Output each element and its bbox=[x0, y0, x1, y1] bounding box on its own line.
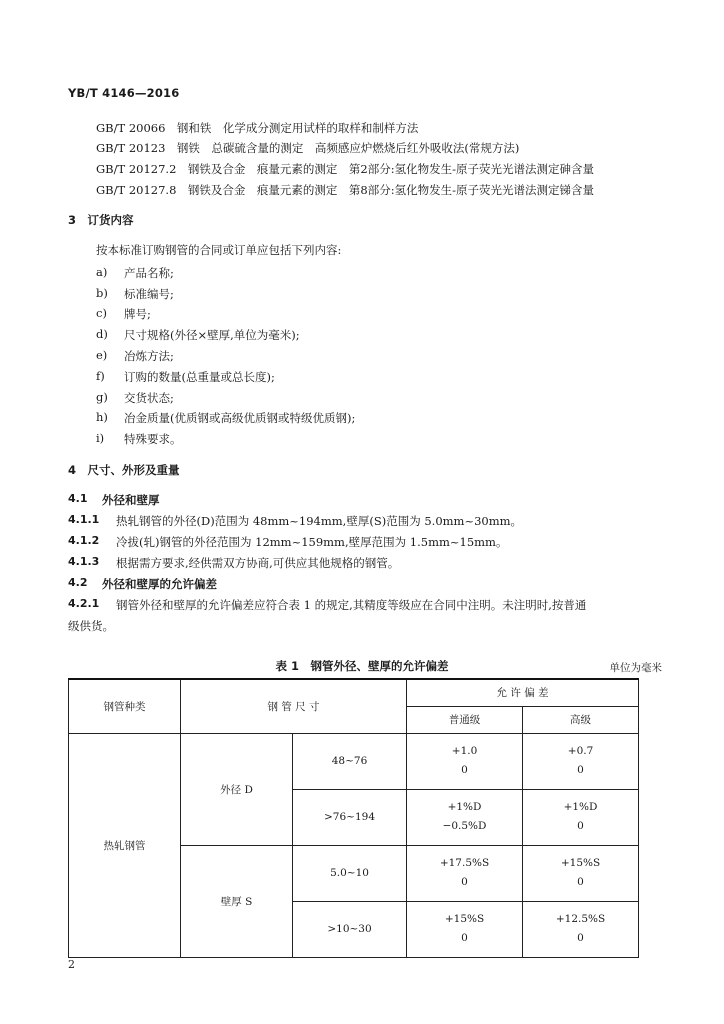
tolerance-normal bbox=[407, 733, 523, 789]
order-item-text: 订购的数量(总重量或总长度); bbox=[124, 370, 275, 384]
lower-deviation: 0 bbox=[461, 932, 468, 944]
clause-4-1-2-number: 4.1.2 bbox=[68, 534, 100, 547]
reference-standard-2: GB/T 20123 钢铁 总碳硫含量的测定 高频感应炉燃烧后红外吸收法(常规方法) bbox=[96, 141, 520, 155]
size-range: 48~76 bbox=[293, 733, 407, 789]
clause-4-2-number: 4.2 bbox=[68, 576, 88, 589]
upper-deviation: +1%D bbox=[563, 801, 598, 813]
lower-deviation: 0 bbox=[577, 820, 584, 832]
upper-deviation: +12.5%S bbox=[555, 913, 606, 925]
order-item-key: e) bbox=[96, 348, 108, 362]
upper-deviation: +1%D bbox=[447, 801, 482, 813]
tolerance-high bbox=[523, 789, 639, 845]
section-3-heading: 3 订货内容 bbox=[68, 213, 134, 227]
order-item-text: 标准编号; bbox=[124, 287, 174, 301]
header-high-grade: 高级 bbox=[523, 706, 639, 733]
reference-standard-4: GB/T 20127.8 钢铁及合金 痕量元素的测定 第8部分:氢化物发生-原子荧光光谱法测定锑含量 bbox=[96, 183, 594, 197]
clause-4-1-3-number: 4.1.3 bbox=[68, 555, 100, 568]
clause-4-2-1-number: 4.2.1 bbox=[68, 597, 100, 610]
standard-code-header: YB/T 4146—2016 bbox=[68, 86, 180, 100]
size-range: >10~30 bbox=[293, 901, 407, 957]
order-item-key: i) bbox=[96, 431, 105, 445]
order-item-text: 冶金质量(优质钢或高级优质钢或特级优质钢); bbox=[124, 411, 356, 425]
order-item-text: 特殊要求。 bbox=[124, 432, 182, 446]
lower-deviation: 0 bbox=[461, 764, 468, 776]
reference-standard-1: GB/T 20066 钢和铁 化学成分测定用试样的取样和制样方法 bbox=[96, 121, 419, 135]
clause-4-1-2-text: 冷拔(轧)钢管的外径范围为 12mm~159mm,壁厚范围为 1.5mm~15mm。 bbox=[116, 535, 508, 549]
tolerance-normal bbox=[407, 901, 523, 957]
order-item-key: b) bbox=[96, 286, 108, 300]
order-item-key: d) bbox=[96, 327, 108, 341]
size-range: >76~194 bbox=[293, 789, 407, 845]
table-1-unit-note: 单位为毫米 bbox=[609, 662, 662, 674]
order-item-key: g) bbox=[96, 390, 108, 404]
reference-standard-3: GB/T 20127.2 钢铁及合金 痕量元素的测定 第2部分:氢化物发生-原子荧光光谱法测定砷含量 bbox=[96, 162, 594, 176]
tube-type-hot-rolled: 热轧钢管 bbox=[69, 733, 181, 957]
order-item-text: 交货状态; bbox=[124, 391, 174, 405]
order-item-text: 牌号; bbox=[124, 307, 151, 321]
tolerance-normal bbox=[407, 789, 523, 845]
upper-deviation: +15%S bbox=[444, 913, 485, 925]
header-tolerance: 允 许 偏 差 bbox=[407, 679, 639, 706]
header-tube-type: 钢管种类 bbox=[69, 679, 181, 733]
tolerance-table bbox=[68, 678, 639, 958]
order-item-text: 产品名称; bbox=[124, 266, 174, 280]
upper-deviation: +1.0 bbox=[451, 745, 478, 757]
order-item-key: a) bbox=[96, 265, 108, 279]
table-1-caption: 表 1 钢管外径、壁厚的允许偏差 bbox=[275, 659, 449, 673]
header-normal-grade: 普通级 bbox=[407, 706, 523, 733]
upper-deviation: +15%S bbox=[560, 857, 601, 869]
clause-4-1-title: 外径和壁厚 bbox=[102, 493, 160, 507]
clause-4-1-number: 4.1 bbox=[68, 492, 88, 505]
order-item-text: 冶炼方法; bbox=[124, 349, 174, 363]
clause-4-1-1-number: 4.1.1 bbox=[68, 513, 100, 526]
order-item-text: 尺寸规格(外径×壁厚,单位为毫米); bbox=[124, 328, 300, 342]
clause-4-2-1-text-continued: 级供货。 bbox=[68, 619, 114, 633]
order-item-key: f) bbox=[96, 369, 105, 383]
lower-deviation: −0.5%D bbox=[442, 820, 487, 832]
tolerance-high bbox=[523, 733, 639, 789]
order-item-key: h) bbox=[96, 410, 108, 424]
lower-deviation: 0 bbox=[577, 876, 584, 888]
page-number: 2 bbox=[68, 958, 75, 971]
size-range: 5.0~10 bbox=[293, 845, 407, 901]
tolerance-high bbox=[523, 901, 639, 957]
order-item-key: c) bbox=[96, 306, 107, 320]
lower-deviation: 0 bbox=[577, 932, 584, 944]
upper-deviation: +17.5%S bbox=[439, 857, 490, 869]
clause-4-1-1-text: 热轧钢管的外径(D)范围为 48mm~194mm,壁厚(S)范围为 5.0mm~30mm。 bbox=[116, 514, 523, 528]
section-4-heading: 4 尺寸、外形及重量 bbox=[68, 463, 180, 477]
lower-deviation: 0 bbox=[577, 764, 584, 776]
group-outer-diameter: 外径 D bbox=[181, 733, 293, 845]
header-tube-size: 钢 管 尺 寸 bbox=[181, 679, 407, 733]
section-3-intro: 按本标准订购钢管的合同或订单应包括下列内容: bbox=[96, 243, 342, 257]
lower-deviation: 0 bbox=[461, 876, 468, 888]
tolerance-normal bbox=[407, 845, 523, 901]
upper-deviation: +0.7 bbox=[567, 745, 594, 757]
clause-4-1-3-text: 根据需方要求,经供需双方协商,可供应其他规格的钢管。 bbox=[116, 556, 400, 570]
clause-4-2-1-text: 钢管外径和壁厚的允许偏差应符合表 1 的规定,其精度等级应在合同中注明。未注明时,按普通 bbox=[116, 598, 587, 612]
clause-4-2-title: 外径和壁厚的允许偏差 bbox=[102, 577, 217, 591]
tolerance-high bbox=[523, 845, 639, 901]
group-wall-thickness: 壁厚 S bbox=[181, 845, 293, 957]
